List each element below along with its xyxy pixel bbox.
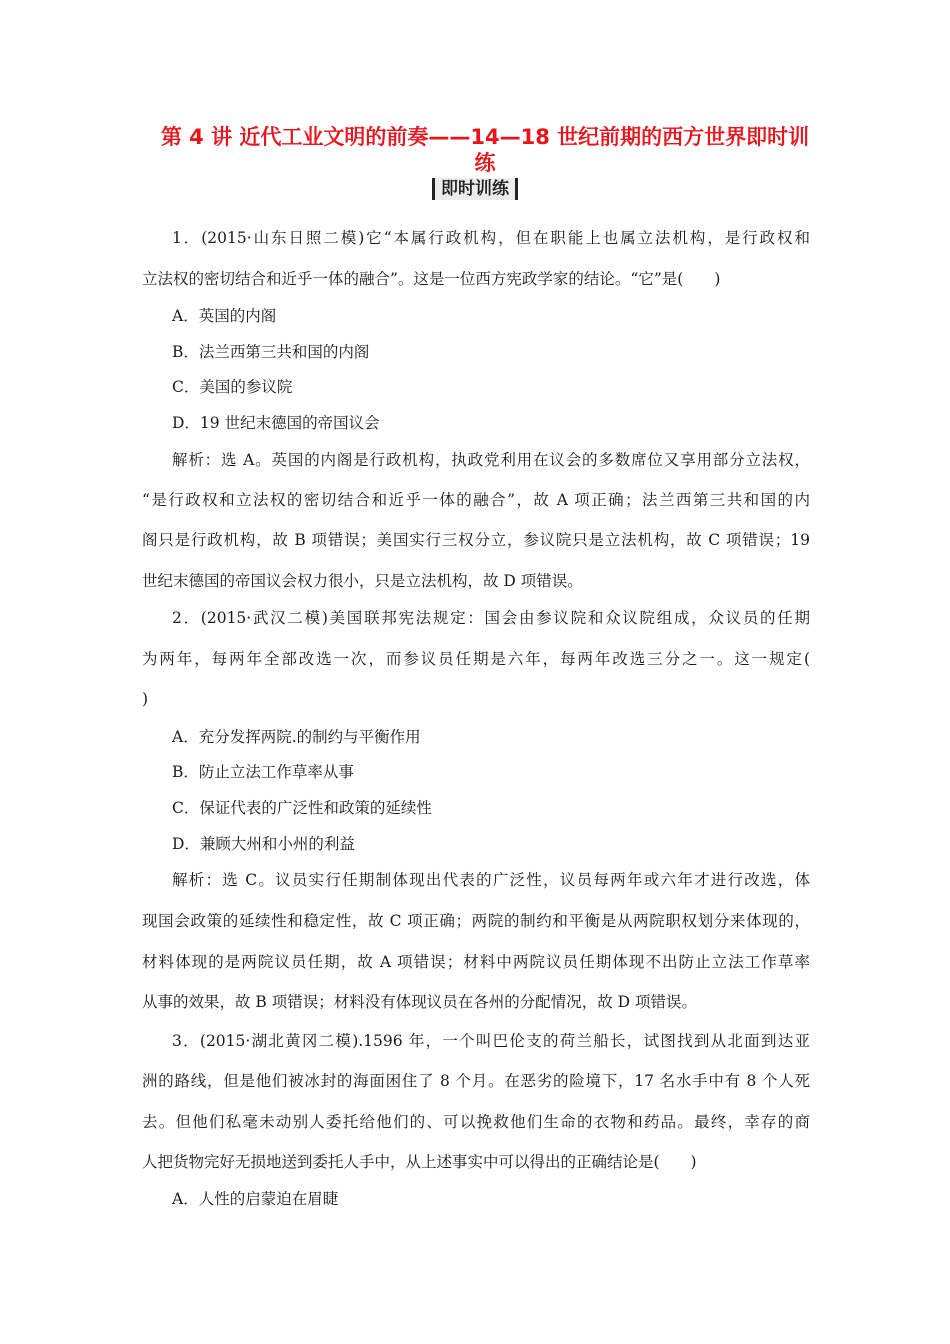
- lesson-title-line-2: 练: [474, 151, 496, 175]
- q1-analysis-line-2: “是行政权和立法权的密切结合和近乎一体的融合”，故 A 项正确；法兰西第三共和国的内: [142, 491, 810, 509]
- q1-option-d: D．19 世纪末德国的帝国议会: [172, 414, 380, 432]
- q1-analysis-line-3: 阁只是行政机构，故 B 项错误；美国实行三权分立，参议院只是立法机构，故 C 项错误；19: [142, 531, 810, 549]
- q2-analysis-line-4: 从事的效果，故 B 项错误；材料没有体现议员在各州的分配情况，故 D 项错误。: [142, 993, 698, 1011]
- q1-option-a: A．英国的内阁: [172, 307, 277, 325]
- q2-analysis-line-2: 现国会政策的延续性和稳定性，故 C 项正确；两院的制约和平衡是从两院职权划分来体现的，: [142, 912, 810, 930]
- q2-stem-line-3: ): [142, 690, 149, 708]
- q1-stem-line-2: 立法权的密切结合和近乎一体的融合”。这是一位西方宪政学家的结论。“它”是( ): [142, 270, 721, 288]
- q3-stem-line-1: 3．(2015·湖北黄冈二模).1596 年，一个叫巴伦支的荷兰船长，试图找到从北面到达亚: [172, 1032, 810, 1050]
- section-badge-wrap: [0, 178, 950, 200]
- q1-stem-line-1: 1．(2015·山东日照二模)它“本属行政机构，但在职能上也属立法机构，是行政权和: [172, 229, 810, 247]
- q2-stem-line-2: 为两年，每两年全部改选一次，而参议员任期是六年，每两年改选三分之一。这一规定(: [142, 650, 810, 668]
- q2-option-a: A．充分发挥两院.的制约与平衡作用: [172, 728, 421, 746]
- q2-option-c: C．保证代表的广泛性和政策的延续性: [172, 799, 432, 817]
- q1-analysis-line-4: 世纪末德国的帝国议会权力很小，只是立法机构，故 D 项错误。: [142, 572, 583, 590]
- q1-option-b: B．法兰西第三共和国的内阁: [172, 343, 370, 361]
- section-badge: 即时训练: [432, 178, 518, 200]
- q1-option-c: C．美国的参议院: [172, 378, 293, 396]
- q2-stem-line-1: 2．(2015·武汉二模)美国联邦宪法规定：国会由参议院和众议院组成，众议员的任期: [172, 609, 810, 627]
- q2-analysis-line-3: 材料体现的是两院议员任期，故 A 项错误；材料中两院议员任期体现不出防止立法工作草率: [142, 953, 810, 971]
- q2-option-d: D．兼顾大州和小州的利益: [172, 835, 355, 853]
- lesson-title-line-1: 第 4 讲 近代工业文明的前奏——14—18 世纪前期的西方世界即时训: [160, 125, 810, 149]
- lesson-title: [140, 124, 830, 176]
- q3-stem-line-3: 去。但他们私毫未动别人委托给他们的、可以挽救他们生命的衣物和药品。最终，幸存的商: [142, 1113, 810, 1131]
- q3-option-a: A．人性的启蒙迫在眉睫: [172, 1190, 339, 1208]
- q3-stem-line-2: 洲的路线，但是他们被冰封的海面困住了 8 个月。在恶劣的险境下，17 名水手中有 8 个人死: [142, 1072, 810, 1090]
- q1-analysis-line-1: 解析：选 A。英国的内阁是行政机构，执政党利用在议会的多数席位又享用部分立法权，: [172, 451, 810, 469]
- q3-stem-line-4: 人把货物完好无损地送到委托人手中，从上述事实中可以得出的正确结论是( ): [142, 1153, 697, 1171]
- q2-option-b: B．防止立法工作草率从事: [172, 763, 354, 781]
- q2-analysis-line-1: 解析：选 C。议员实行任期制体现出代表的广泛性，议员每两年或六年才进行改选，体: [172, 871, 810, 889]
